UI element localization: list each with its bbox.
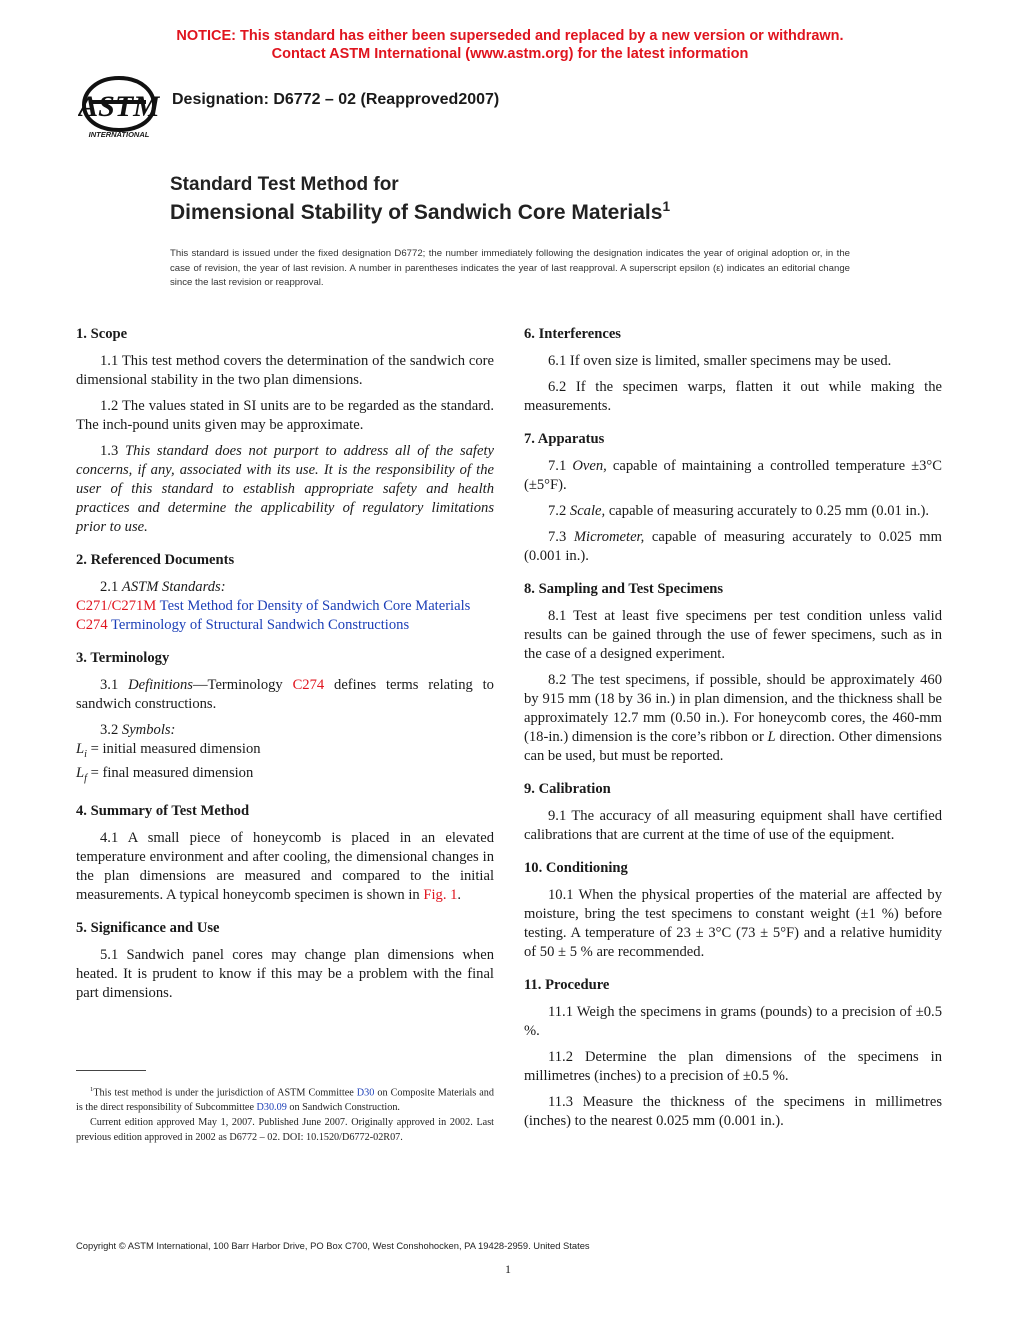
footnote-1-text-c: on Sandwich Construction. (289, 1102, 400, 1114)
para-6-2: 6.2 If the specimen warps, flatten it out while making the measurements. (524, 379, 942, 414)
para-11-2: 11.2 Determine the plan dimensions of the specimens in millimetres (inches) to a precision of ±0.5 %. (524, 1049, 942, 1084)
astm-logo-icon (78, 74, 160, 134)
para-4-1-fig-ref[interactable]: Fig. 1 (423, 886, 458, 903)
section-2-heading: 2. Referenced Documents (76, 552, 235, 568)
para-3-1-text-a: —Terminology (192, 677, 283, 693)
symbol-lf-def: = final measured dimension (90, 764, 254, 781)
left-column (76, 325, 494, 1010)
footnote-1-text-b: on Composite Materials and is the direct responsibility of Subcommittee (76, 1087, 494, 1114)
notice-line-1: NOTICE: This standard has either been superseded and replaced by a new version or withdrawn. (176, 28, 844, 44)
footnote-1-text-a: This test method is under the jurisdiction of ASTM Committee (93, 1087, 354, 1099)
para-3-1-term: Definitions (128, 677, 193, 693)
para-8-2-text-b: direction. Other dimensions can be used, but must be reported. (524, 729, 942, 764)
para-3-1-text-b: defines terms relating to sandwich constructions. (76, 677, 494, 712)
section-4-heading: 4. Summary of Test Method (76, 802, 250, 819)
notice-line-2: Contact ASTM International (www.astm.org) for the latest information (271, 46, 749, 62)
footnotes (76, 1082, 494, 1145)
logo-international-text: INTERNATIONAL (88, 130, 150, 139)
para-6-1: 6.1 If oven size is limited, smaller specimens may be used. (548, 353, 892, 369)
copyright-line: Copyright © ASTM International, 100 Barr Harbor Drive, PO Box C700, West Conshohocken, PA 19428-2959. United States (76, 1240, 590, 1251)
para-3-2 (76, 721, 494, 740)
para-3-2-number: 3.2 (100, 722, 119, 738)
section-9-heading: 9. Calibration (524, 781, 611, 797)
para-7-2-term: Scale, (569, 503, 606, 519)
reference-c271-title[interactable]: Test Method for Density of Sandwich Core Materials (159, 598, 471, 614)
para-3-2-term: Symbols: (121, 722, 176, 738)
title-main: Dimensional Stability of Sandwich Core Materials (170, 201, 663, 224)
footnote-2: Current edition approved May 1, 2007. Published June 2007. Originally approved in 2002. Last previous edition approved in 2002 as D6772 – 02. DOI: 10.1520/D6772-02R07. (76, 1117, 494, 1144)
section-3-heading: 3. Terminology (76, 650, 170, 666)
title-line-2 (170, 199, 670, 225)
para-1-2: 1.2 The values stated in SI units are to be regarded as the standard. The inch-pound units given may be approximate. (76, 398, 494, 433)
para-2-1-number: 2.1 (100, 579, 119, 595)
para-11-3: 11.3 Measure the thickness of the specimens in millimetres (inches) to the nearest 0.025 mm (0.001 in.). (524, 1094, 942, 1129)
section-10-heading: 10. Conditioning (524, 860, 628, 876)
svg-text:ASTM: ASTM (78, 90, 160, 123)
right-column (524, 325, 942, 1138)
footnote-1-ref-d30[interactable]: D30 (356, 1087, 375, 1099)
section-11-heading: 11. Procedure (524, 977, 610, 993)
para-7-2-text: capable of measuring accurately to 0.25 mm (0.01 in.). (608, 503, 929, 519)
para-1-3-text: This standard does not purport to address all of the safety concerns, if any, associated with its use. It is the responsibility of the user of this standard to establish appropriate safety and health practices and determine the applicability of regulatory limitations prior to use. (76, 443, 494, 535)
para-1-1: 1.1 This test method covers the determination of the sandwich core dimensional stability in the two plan dimensions. (76, 353, 494, 388)
para-1-3 (76, 442, 494, 537)
para-4-1-text: 4.1 A small piece of honeycomb is placed in an elevated temperature environment and after cooling, the dimensional changes in the plan dimensions are measured and compared to the initial measurements. A typical honeycomb specimen is shown in (76, 829, 494, 903)
reference-c274 (76, 616, 494, 635)
reference-c274-title[interactable]: Terminology of Structural Sandwich Constructions (111, 617, 410, 633)
section-1-heading: 1. Scope (76, 326, 128, 342)
para-8-1: 8.1 Test at least five specimens per test condition unless valid results can be gained through the use of fewer specimens, such as in the case of a designed experiment. (524, 608, 942, 662)
symbol-li-var: L (76, 741, 85, 757)
para-7-1-number: 7.1 (548, 458, 567, 474)
symbol-lf-sub: f (84, 772, 87, 784)
para-3-1 (76, 676, 494, 714)
para-7-3-term: Micrometer, (573, 529, 645, 545)
para-3-1-number: 3.1 (100, 677, 119, 693)
para-8-2-var: L (767, 729, 776, 745)
para-7-3-text: capable of measuring accurately to 0.025 mm (0.001 in.). (524, 529, 942, 564)
symbol-lf (76, 764, 494, 788)
para-5-1: 5.1 Sandwich panel cores may change plan dimensions when heated. It is prudent to know if this may be a problem with the final part dimensions. (76, 946, 494, 1001)
para-11-1: 11.1 Weigh the specimens in grams (pounds) to a precision of ±0.5 %. (524, 1004, 942, 1039)
symbol-li-sub: i (84, 748, 87, 760)
section-7-heading: 7. Apparatus (524, 431, 605, 447)
withdrawal-notice (0, 27, 1020, 63)
para-7-3-number: 7.3 (548, 529, 567, 545)
para-7-2-number: 7.2 (548, 503, 567, 519)
page-number: 1 (505, 1262, 511, 1276)
para-7-3 (524, 528, 942, 566)
section-5-heading: 5. Significance and Use (76, 919, 220, 936)
para-4-1 (76, 829, 494, 905)
footnote-1 (76, 1082, 494, 1115)
para-10-1: 10.1 When the physical properties of the material are affected by moisture, bring the test specimens to constant weight (±1 %) before testing. A temperature of 23 ± 3°C (73 ± 5°F) and a relative humidity of 50 ± 5 % are recommended. (524, 887, 942, 960)
para-2-1-text: ASTM Standards: (121, 579, 226, 595)
reference-c274-code[interactable]: C274 (76, 617, 108, 633)
designation: Designation: D6772 – 02 (Reapproved2007) (172, 91, 500, 108)
para-7-2 (524, 502, 942, 521)
section-8-heading: 8. Sampling and Test Specimens (524, 581, 724, 597)
symbol-li-def: = initial measured dimension (90, 741, 261, 757)
footnote-1-ref-d3009[interactable]: D30.09 (256, 1102, 287, 1114)
symbol-li (76, 740, 494, 764)
issuance-note: This standard is issued under the fixed designation D6772; the number immediately following the designation indicates the year of original adoption or, in the case of revision, the year of last revision. A number in parentheses indicates the year of last reapproval. A superscript epsilon (ε) indicates an editorial change since the last revision or reapproval. (170, 248, 850, 288)
section-6-heading: 6. Interferences (524, 326, 621, 342)
para-7-1-text: capable of maintaining a controlled temperature ±3°C (±5°F). (524, 458, 943, 493)
footnote-1-mark: 1 (90, 1086, 94, 1093)
para-1-3-number: 1.3 (100, 443, 119, 459)
title-footnote-mark: 1 (662, 199, 671, 214)
symbol-lf-var: L (76, 764, 85, 781)
para-3-1-ref[interactable]: C274 (292, 677, 325, 693)
reference-c271 (76, 597, 494, 616)
title-line-1: Standard Test Method for (170, 174, 399, 195)
para-2-1 (76, 578, 494, 597)
footnote-rule (76, 1070, 146, 1071)
para-8-2-text-a: 8.2 The test specimens, if possible, should be approximately 460 by 915 mm (18 by 36 in.) in plan dimension, and the thickness shall be approximately 12.7 mm (0.50 in.). For honeycomb cores, the 460-mm (18-in.) dimension is the core’s ribbon or (524, 672, 942, 745)
para-7-1-term: Oven, (572, 458, 607, 474)
reference-c271-code[interactable]: C271/C271M (76, 598, 157, 614)
para-8-2 (524, 671, 942, 766)
para-7-1 (524, 457, 942, 495)
para-9-1: 9.1 The accuracy of all measuring equipment shall have certified calibrations that are current at the time of use of the equipment. (524, 808, 942, 843)
para-4-1-end: . (457, 886, 462, 903)
